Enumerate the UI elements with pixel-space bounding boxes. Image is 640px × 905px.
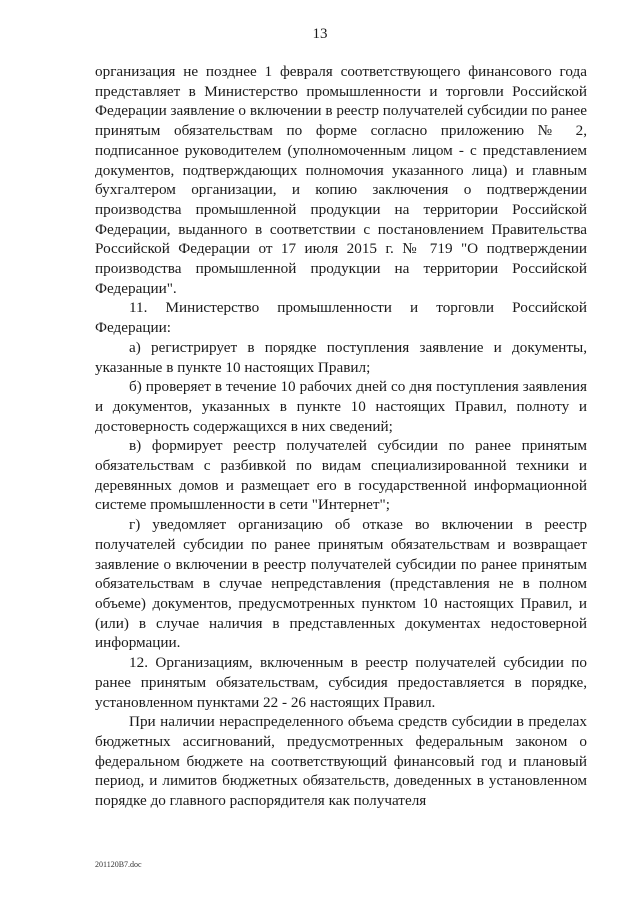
paragraph-item-12: 12. Организациям, включенным в реестр получателей субсидии по ранее принятым обязательствам, субсидия предоставляется в порядке, установленном пунктами 22 - 26 настоящих Правил. (95, 654, 587, 711)
paragraph-item-11: 11. Министерство промышленности и торговли Российской Федерации: (95, 299, 587, 337)
footer-filename: 201120B7.doc (95, 860, 142, 869)
paragraph-subitem-b: б) проверяет в течение 10 рабочих дней со дня поступления заявления и документов, указанных в пункте 10 настоящих Правил, полноту и достоверность содержащихся в них сведений; (95, 378, 587, 435)
paragraph-continuation: организация не позднее 1 февраля соответствующего финансового года представляет в Министерство промышленности и торговли Российской Федерации заявление о включении в реестр получателей субсидии по ранее принятым обязательствам по форме согласно приложению № 2, подписанное руководителем (уполномоченным лицом - с представлением документов, подтверждающих полномочия указанного лица) и главным бухгалтером организации, и копию заключения о подтверждении производства промышленной продукции на территории Российской Федерации, выданного в соответствии с постановлением Правительства Российской Федерации от 17 июля 2015 г. № 719 "О подтверждении производства промышленной продукции на территории Российской Федерации". (95, 63, 587, 297)
paragraph-subitem-v: в) формирует реестр получателей субсидии по ранее принятым обязательствам с разбивкой по видам специализированной техники и деревянных домов и размещает его в государственной информационной системе промышленности в сети "Интернет"; (95, 437, 587, 514)
paragraph-subitem-a: а) регистрирует в порядке поступления заявление и документы, указанные в пункте 10 настоящих Правил; (95, 338, 587, 376)
paragraph-remaining-funds: При наличии нераспределенного объема средств субсидии в пределах бюджетных ассигнований, предусмотренных федеральным законом о федеральном бюджете на соответствующий финансовый год и плановый период, и лимитов бюджетных обязательств, доведенных в установленном порядке до главного распорядителя как получателя (95, 713, 587, 810)
page-number: 13 (312, 26, 328, 42)
paragraph-subitem-g: г) уведомляет организацию об отказе во включении в реестр получателей субсидии по ранее принятым обязательствам и возвращает заявление о включении в реестр получателей субсидии по ранее принятым обязательствам в случае непредставления (представления не в полном объеме) документов, предусмотренных пунктом 10 настоящих Правил, и (или) в случае наличия в представленных документах недостоверной информации. (95, 516, 587, 652)
document-body (95, 62, 587, 811)
